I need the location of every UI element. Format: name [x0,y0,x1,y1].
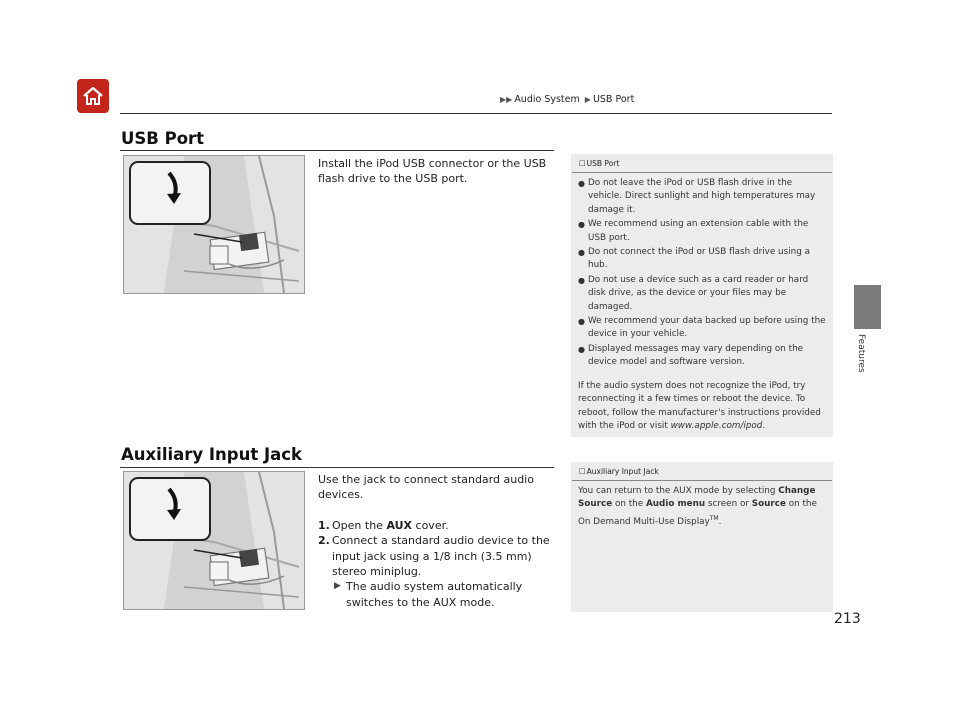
chapter-tab-label: Features [856,334,866,373]
note-bullet: ● Do not connect the iPod or USB flash drive using a hub. [578,246,826,273]
note-bullet: ● We recommend using an extension cable with the USB port. [578,218,826,245]
aux-jack-note [571,462,833,612]
breadcrumb-item-audio-system[interactable]: Audio System [514,94,580,105]
step-1-text-pre: Open the [332,518,383,532]
aux-jack-illustration [124,472,304,609]
home-icon [81,84,105,108]
usb-port-note-end: . [762,420,766,431]
usb-port-note-header [572,154,832,173]
usb-port-title-rule [120,150,554,151]
note-bullet: ● Do not use a device such as a card reader or hard disk drive, as the device or your files may be damaged. [578,274,826,314]
source-label: Source [751,499,786,510]
home-button[interactable] [77,79,109,113]
aux-step-2 [318,533,554,579]
aux-step-1 [318,518,554,533]
apple-link[interactable]: www.apple.com/ipod [670,420,763,431]
usb-port-note-body [571,173,833,437]
step-number: 2. [318,534,330,548]
step-2-text: Connect a standard audio device to the input jack using a 1/8 inch (3.5 mm) stereo miniplug. [332,534,550,579]
aux-jack-photo [123,471,305,610]
aux-note-text: on the [614,499,644,510]
usb-port-instructions: Install the iPod USB connector or the USB flash drive to the USB port. [318,157,547,186]
aux-jack-instructions [318,472,554,610]
usb-port-title: USB Port [121,129,205,148]
usb-port-note [571,154,833,437]
breadcrumb-arrow-icon: ▶ [584,95,591,104]
usb-port-photo [123,155,305,294]
page-number: 213 [834,611,861,627]
aux-note-text: You can return to the AUX mode by selecting [578,486,776,496]
result-arrow-icon: ▶ [334,581,341,592]
aux-jack-title: Auxiliary Input Jack [121,445,303,464]
step-1-text-post: cover. [415,518,449,532]
aux-cover-label: AUX [386,518,413,532]
aux-note-end: . [718,516,722,527]
note-bullet: ● Do not leave the iPod or USB flash drive in the vehicle. Direct sunlight and high temperatures may damage it. [578,177,826,217]
usb-port-note-heading: USB Port [586,159,620,168]
usb-port-illustration [124,156,304,293]
note-bullet: ● We recommend your data backed up before using the device in your vehicle. [578,315,826,342]
usb-port-note-paragraph [578,380,826,434]
reference-icon: □ [579,159,586,167]
change-source-label: Change Source [578,486,816,510]
aux-jack-note-header [572,462,832,481]
step-number: 1. [318,518,330,532]
breadcrumb-item-usb-port[interactable]: USB Port [592,94,635,105]
breadcrumb-arrow-icon: ▶▶ [500,95,513,104]
aux-step-result [332,579,554,610]
aux-note-text: screen or [707,499,749,510]
aux-jack-title-rule [120,467,554,468]
usb-port-note-text: If the audio system does not recognize the iPod, try reconnecting it a few times or reboot the device. To reboot, follow the manufacturer's instructions provided with the iPod or visit [578,380,821,431]
aux-jack-intro: Use the jack to connect standard audio devices. [318,473,534,502]
audio-menu-label: Audio menu [645,499,706,510]
trademark-mark: TM [709,514,719,522]
note-bullet: ● Displayed messages may vary depending on the device model and software version. [578,343,826,370]
aux-jack-note-heading: Auxiliary Input Jack [586,467,659,476]
aux-jack-note-body [571,481,833,533]
breadcrumb [498,94,634,105]
reference-icon: □ [579,467,586,475]
chapter-tab[interactable] [854,285,881,329]
header-divider [120,113,832,114]
result-text: The audio system automatically switches to the AUX mode. [346,580,523,609]
aux-note-text: on the On Demand Multi-Use Display [578,499,817,527]
